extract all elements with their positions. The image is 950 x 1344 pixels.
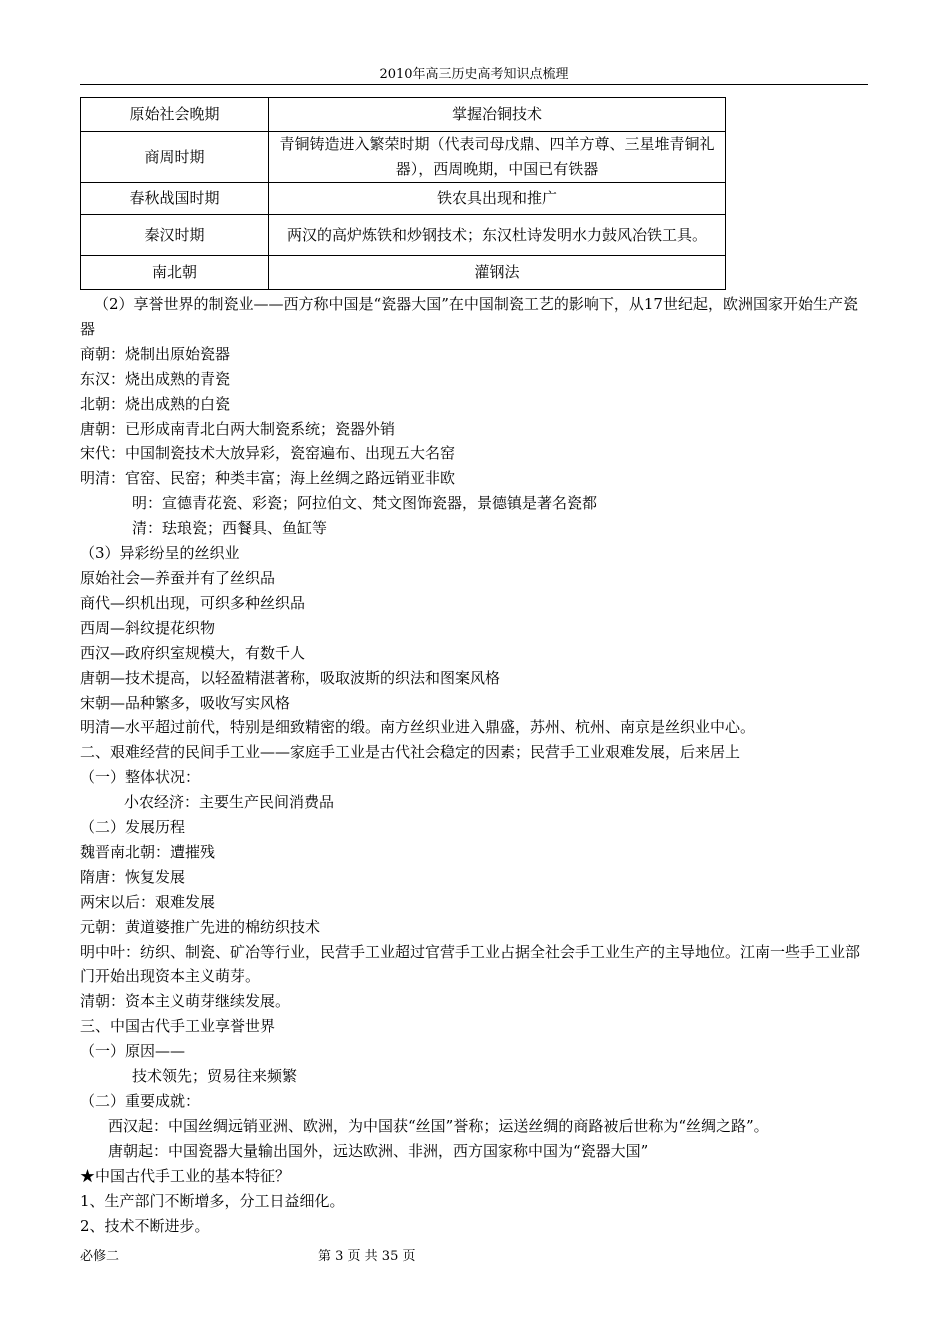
section-heading: 三、中国古代手工业享誉世界	[80, 1017, 276, 1036]
text-line: 元朝：黄道婆推广先进的棉纺织技术	[80, 917, 321, 936]
text-line: 商朝：烧制出原始瓷器	[80, 344, 231, 363]
table-cell-period: 原始社会晚期	[81, 98, 269, 132]
text-line: 宋朝—品种繁多，吸收写实风格	[80, 693, 291, 712]
footer-left-label: 必修二	[80, 1249, 120, 1264]
table-row	[81, 215, 726, 256]
page-header: 2010年高三历史高考知识点梳理	[379, 67, 569, 82]
section-heading: （3）异彩纷呈的丝织业	[80, 544, 240, 563]
text-line: 西汉起：中国丝绸远销亚洲、欧洲，为中国获“丝国”誉称；运送丝绸的商路被后世称为“丝绸之路”。	[108, 1116, 769, 1135]
text-line: 东汉：烧出成熟的青瓷	[80, 369, 231, 388]
subsection-heading: （一）整体状况：	[80, 768, 201, 787]
table-row	[81, 256, 726, 290]
text-line: 明：宣德青花瓷、彩瓷；阿拉伯文、梵文图饰瓷器，景德镇是著名瓷都	[132, 494, 598, 513]
footer-page-number: 第 3 页 共 35 页	[318, 1249, 416, 1264]
table-row	[81, 132, 726, 183]
table-cell-content: 两汉的高炉炼铁和炒钢技术；东汉杜诗发明水力鼓风冶铁工具。	[269, 215, 726, 256]
body-text	[80, 292, 870, 1238]
subsection-heading: （二）发展历程	[80, 818, 186, 837]
paragraph-porcelain-intro: （2）享誉世界的制瓷业——西方称中国是“瓷器大国”在中国制瓷工艺的影响下，从17世纪起，欧洲国家开始生产瓷器	[80, 295, 858, 338]
table-cell-period: 秦汉时期	[81, 215, 269, 256]
text-line: 明清：官窑、民窑；种类丰富；海上丝绸之路远销亚非欧	[80, 469, 456, 488]
list-item: 2、技术不断进步。	[80, 1216, 210, 1235]
text-line: 唐朝—技术提高，以轻盈精湛著称，吸取波斯的织法和图案风格	[80, 668, 501, 687]
text-line: 魏晋南北朝：遭摧残	[80, 842, 216, 861]
paragraph-ming-mid: 明中叶：纺织、制瓷、矿冶等行业，民营手工业超过官营手工业占据全社会手工业生产的主导地位。江南一些手工业部门开始出现资本主义萌芽。	[80, 942, 861, 986]
metallurgy-table	[80, 97, 726, 290]
table-row	[81, 183, 726, 215]
table-cell-content: 青铜铸造进入繁荣时期（代表司母戊鼎、四羊方尊、三星堆青铜礼器），西周晚期，中国已有铁器	[269, 132, 726, 183]
table-cell-period: 春秋战国时期	[81, 183, 269, 215]
subsection-heading: （一）原因——	[80, 1042, 186, 1061]
text-line: 小农经济：主要生产民间消费品	[124, 793, 335, 812]
text-line: 西汉—政府织室规模大，有数千人	[80, 643, 306, 662]
text-line: 唐朝：已形成南青北白两大制瓷系统；瓷器外销	[80, 419, 396, 438]
table-cell-content: 铁农具出现和推广	[269, 183, 726, 215]
text-line: 两宋以后：艰难发展	[80, 892, 216, 911]
table-cell-period: 商周时期	[81, 132, 269, 183]
text-line: 隋唐：恢复发展	[80, 867, 186, 886]
subsection-heading: （二）重要成就：	[80, 1092, 201, 1110]
table-cell-content: 掌握冶铜技术	[269, 98, 726, 132]
header-rule	[80, 84, 868, 85]
text-line: 清：珐琅瓷；西餐具、鱼缸等	[132, 519, 328, 538]
table-cell-period: 南北朝	[81, 256, 269, 290]
text-line: 技术领先；贸易往来频繁	[132, 1067, 298, 1086]
text-line: 商代—织机出现，可织多种丝织品	[80, 593, 306, 612]
text-line: 西周—斜纹提花织物	[80, 618, 216, 637]
table-cell-content: 灌钢法	[269, 256, 726, 290]
table-row	[81, 98, 726, 132]
text-line: 北朝：烧出成熟的白瓷	[80, 394, 231, 413]
list-item: 1、生产部门不断增多，分工日益细化。	[80, 1191, 345, 1210]
text-line: 宋代：中国制瓷技术大放异彩，瓷窑遍布、出现五大名窑	[80, 444, 456, 463]
question-heading: ★中国古代手工业的基本特征？	[80, 1166, 291, 1185]
text-line: 清朝：资本主义萌芽继续发展。	[80, 992, 291, 1011]
text-line: 明清—水平超过前代，特别是细致精密的缎。南方丝织业进入鼎盛，苏州、杭州、南京是丝织业中心。	[80, 718, 756, 737]
text-line: 原始社会—养蚕并有了丝织品	[80, 568, 276, 587]
section-heading: 二、艰难经营的民间手工业——家庭手工业是古代社会稳定的因素；民营手工业艰难发展，后来居上	[80, 743, 741, 762]
text-line: 唐朝起：中国瓷器大量输出国外，远达欧洲、非洲，西方国家称中国为“瓷器大国”	[108, 1141, 649, 1160]
